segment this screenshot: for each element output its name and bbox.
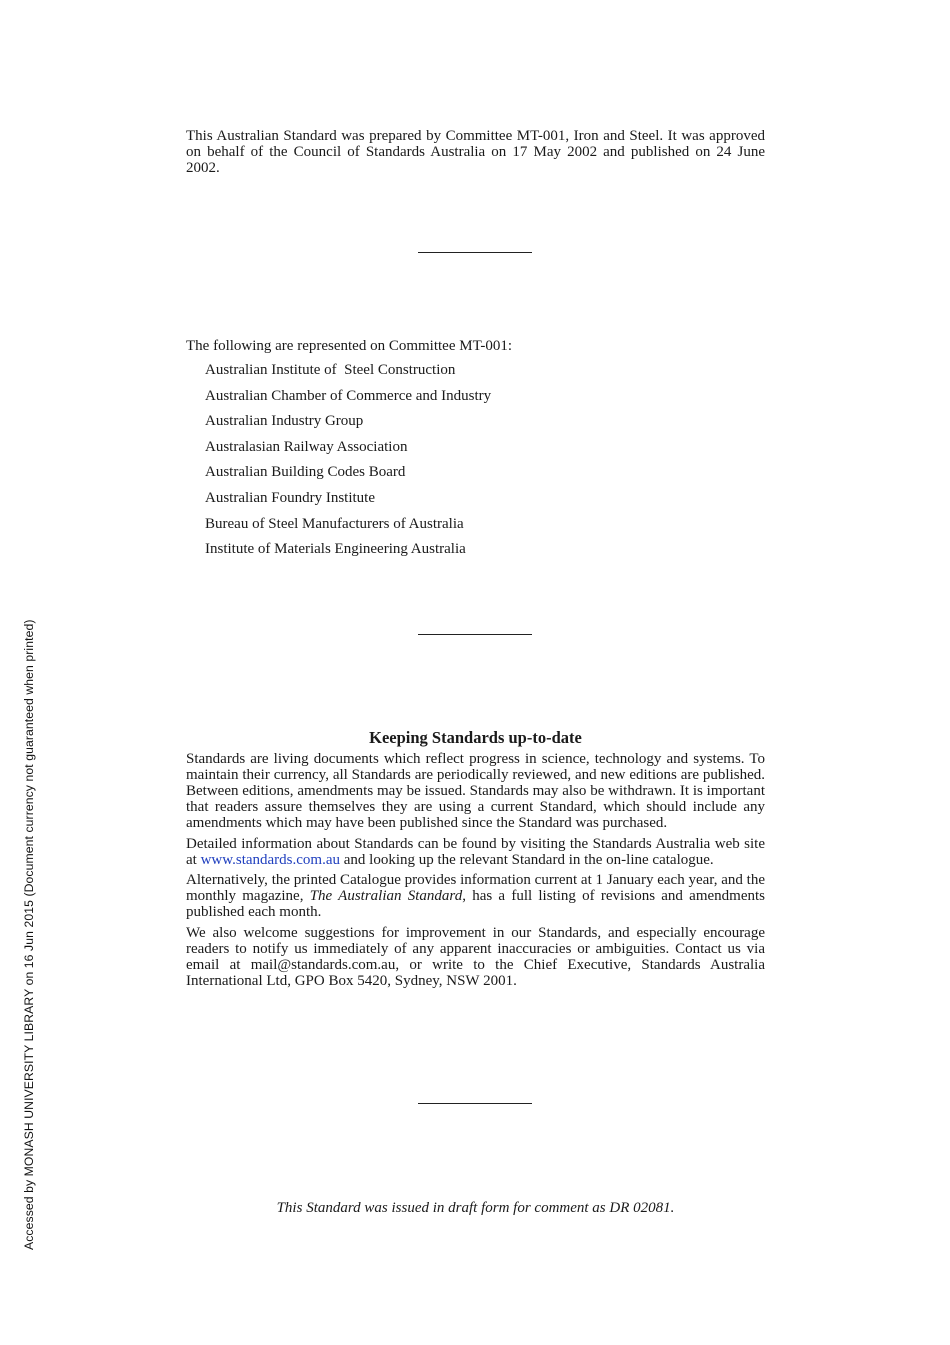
divider-rule-1 [418,252,532,253]
keeping-paragraph-4: We also welcome suggestions for improvement in our Standards, and especially encourage readers to notify us immediately of any apparent inaccuracies or ambiguities. Contact us via email at mail@standards.com.au, or write to the Chief Executive, Standards Australia International Ltd, GPO Box 5420, Sydney, NSW 2001. [186,924,765,989]
paragraph-text: , has a full listing of revisions and amendments published each month. [186,888,765,920]
paragraph-text: and looking up the relevant Standard in the on-line catalogue. [340,851,714,868]
paragraph-text: Detailed information about Standards can be found by visiting the Standards Australia web site at [186,835,765,868]
list-item: Australian Foundry Institute [205,489,375,506]
paragraph-text: Alternatively, the printed Catalogue provides information current at 1 January each year, and the monthly magazine, [186,872,765,904]
divider-rule-3 [418,1103,532,1104]
list-item: Australian Industry Group [205,413,364,430]
list-item: Australasian Railway Association [205,438,408,455]
list-item: Bureau of Steel Manufacturers of Australia [205,515,464,532]
list-item: Institute of Materials Engineering Australia [205,541,466,558]
preparation-statement: This Australian Standard was prepared by Committee MT-001, Iron and Steel. It was approved on behalf of the Council of Standards Australia on 17 May 2002 and published on 24 June 2002. [186,128,765,176]
committee-member-list [205,361,491,566]
keeping-paragraph-2 [186,836,765,868]
list-item: Australian Building Codes Board [205,464,406,481]
list-item: Australian Chamber of Commerce and Industry [205,387,492,404]
keeping-paragraph-3 [186,872,765,920]
standards-website-link[interactable]: www.standards.com.au [200,851,340,868]
keeping-paragraph-1: Standards are living documents which reflect progress in science, technology and systems. To maintain their currency, all Standards are periodically reviewed, and new editions are published. Between editions, amendments may be issued. Standards may also be withdrawn. It is important that readers assure themselves they are using a current Standard, which should include any amendments which may have been published since the Standard was purchased. [186,751,765,831]
draft-note: This Standard was issued in draft form for comment as DR 02081. [276,1200,675,1216]
access-watermark: Accessed by MONASH UNIVERSITY LIBRARY on 16 Jun 2015 (Document currency not guaranteed when printed) [22,619,36,1250]
magazine-title: The Australian Standard [309,888,463,904]
section-heading: Keeping Standards up-to-date [369,728,582,747]
keeping-standards-section [186,751,765,993]
list-item: Australian Institute of Steel Construction [205,362,456,378]
divider-rule-2 [418,634,532,635]
committee-intro: The following are represented on Committee MT-001: [186,338,513,354]
